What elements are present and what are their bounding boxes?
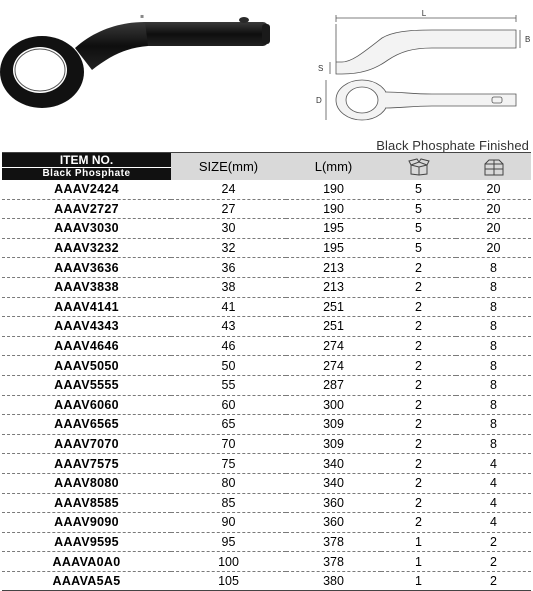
technical-drawing	[312, 8, 530, 126]
cell-length: 195	[286, 219, 381, 239]
cell-item-code: AAAV3030	[2, 219, 171, 239]
table-row	[2, 571, 531, 591]
cell-size: 36	[171, 258, 286, 278]
cell-item-code: AAAV5050	[2, 356, 171, 376]
cell-item-code: AAAV6565	[2, 415, 171, 435]
cell-size: 24	[171, 180, 286, 199]
cell-inner-box-qty: 2	[381, 356, 456, 376]
cell-carton-qty: 8	[456, 356, 531, 376]
table-row	[2, 473, 531, 493]
cell-size: 43	[171, 317, 286, 337]
cell-length: 190	[286, 180, 381, 199]
cell-length: 213	[286, 258, 381, 278]
cell-size: 60	[171, 395, 286, 415]
cell-length: 190	[286, 199, 381, 219]
table-row	[2, 219, 531, 239]
cell-item-code: AAAV2424	[2, 180, 171, 199]
cell-size: 30	[171, 219, 286, 239]
header-size: SIZE(mm)	[171, 153, 286, 181]
cell-length: 274	[286, 356, 381, 376]
cell-item-code: AAAV4343	[2, 317, 171, 337]
cell-inner-box-qty: 2	[381, 454, 456, 474]
dim-b-label: B	[525, 35, 530, 44]
cell-size: 55	[171, 375, 286, 395]
cell-length: 378	[286, 532, 381, 552]
cell-item-code: AAAV6060	[2, 395, 171, 415]
cell-inner-box-qty: 1	[381, 571, 456, 591]
wrench-photo	[0, 0, 290, 130]
cell-item-code: AAAV5555	[2, 375, 171, 395]
cell-length: 309	[286, 434, 381, 454]
cell-item-code: AAAV8585	[2, 493, 171, 513]
cell-length: 340	[286, 473, 381, 493]
cell-carton-qty: 2	[456, 571, 531, 591]
inner-box-icon	[408, 158, 430, 176]
header-row	[2, 153, 531, 181]
cell-inner-box-qty: 2	[381, 375, 456, 395]
header-master-carton	[456, 153, 531, 181]
cell-inner-box-qty: 2	[381, 395, 456, 415]
table-row	[2, 356, 531, 376]
table-row	[2, 454, 531, 474]
cell-inner-box-qty: 1	[381, 532, 456, 552]
cell-size: 46	[171, 336, 286, 356]
cell-carton-qty: 8	[456, 336, 531, 356]
cell-length: 340	[286, 454, 381, 474]
cell-inner-box-qty: 2	[381, 415, 456, 435]
cell-item-code: AAAV2727	[2, 199, 171, 219]
cell-length: 309	[286, 415, 381, 435]
cell-length: 274	[286, 336, 381, 356]
cell-item-code: AAAV9090	[2, 513, 171, 533]
cell-size: 70	[171, 434, 286, 454]
table-row	[2, 180, 531, 199]
cell-length: 213	[286, 277, 381, 297]
cell-size: 50	[171, 356, 286, 376]
cell-item-code: AAAVA5A5	[2, 571, 171, 591]
cell-item-code: AAAV3232	[2, 238, 171, 258]
header-inner-box	[381, 153, 456, 181]
cell-carton-qty: 2	[456, 532, 531, 552]
header-item-no	[2, 153, 171, 181]
cell-carton-qty: 8	[456, 375, 531, 395]
cell-carton-qty: 8	[456, 434, 531, 454]
cell-inner-box-qty: 5	[381, 199, 456, 219]
header-length: L(mm)	[286, 153, 381, 181]
cell-size: 90	[171, 513, 286, 533]
cell-carton-qty: 8	[456, 317, 531, 337]
cell-length: 251	[286, 317, 381, 337]
cell-item-code: AAAV4646	[2, 336, 171, 356]
table-row	[2, 552, 531, 572]
cell-item-code: AAAV7575	[2, 454, 171, 474]
cell-length: 380	[286, 571, 381, 591]
cell-item-code: AAAV3838	[2, 277, 171, 297]
table-row	[2, 434, 531, 454]
cell-length: 300	[286, 395, 381, 415]
cell-inner-box-qty: 2	[381, 434, 456, 454]
cell-inner-box-qty: 5	[381, 238, 456, 258]
table-row	[2, 532, 531, 552]
table-row	[2, 297, 531, 317]
cell-inner-box-qty: 5	[381, 219, 456, 239]
cell-inner-box-qty: 2	[381, 336, 456, 356]
cell-length: 195	[286, 238, 381, 258]
cell-carton-qty: 8	[456, 415, 531, 435]
cell-item-code: AAAV4141	[2, 297, 171, 317]
product-table	[2, 152, 531, 591]
cell-length: 378	[286, 552, 381, 572]
cell-length: 287	[286, 375, 381, 395]
cell-item-code: AAAV8080	[2, 473, 171, 493]
svg-text:▪: ▪	[140, 13, 145, 20]
table-row	[2, 199, 531, 219]
cell-size: 75	[171, 454, 286, 474]
cell-carton-qty: 20	[456, 238, 531, 258]
cell-carton-qty: 8	[456, 395, 531, 415]
cell-item-code: AAAVA0A0	[2, 552, 171, 572]
cell-carton-qty: 8	[456, 258, 531, 278]
cell-carton-qty: 4	[456, 454, 531, 474]
cell-size: 65	[171, 415, 286, 435]
cell-item-code: AAAV9595	[2, 532, 171, 552]
finish-note: Black Phosphate Finished	[376, 138, 529, 153]
cell-size: 85	[171, 493, 286, 513]
header-finish-label: Black Phosphate	[42, 168, 131, 179]
cell-inner-box-qty: 1	[381, 552, 456, 572]
table-row	[2, 317, 531, 337]
cell-size: 95	[171, 532, 286, 552]
cell-size: 80	[171, 473, 286, 493]
table-row	[2, 513, 531, 533]
cell-item-code: AAAV7070	[2, 434, 171, 454]
cell-inner-box-qty: 2	[381, 297, 456, 317]
cell-inner-box-qty: 2	[381, 258, 456, 278]
dim-s-label: S	[318, 64, 324, 73]
cell-item-code: AAAV3636	[2, 258, 171, 278]
cell-inner-box-qty: 2	[381, 277, 456, 297]
cell-carton-qty: 4	[456, 493, 531, 513]
master-carton-icon	[483, 158, 505, 176]
cell-carton-qty: 4	[456, 473, 531, 493]
cell-carton-qty: 8	[456, 297, 531, 317]
header-item-no-label: ITEM NO.	[2, 153, 171, 168]
table-row	[2, 415, 531, 435]
table-row	[2, 277, 531, 297]
table-row	[2, 375, 531, 395]
cell-size: 32	[171, 238, 286, 258]
cell-size: 27	[171, 199, 286, 219]
cell-carton-qty: 20	[456, 180, 531, 199]
cell-size: 41	[171, 297, 286, 317]
cell-carton-qty: 4	[456, 513, 531, 533]
cell-inner-box-qty: 2	[381, 317, 456, 337]
table-row	[2, 258, 531, 278]
cell-size: 100	[171, 552, 286, 572]
table-row	[2, 493, 531, 513]
cell-length: 360	[286, 493, 381, 513]
table-row	[2, 238, 531, 258]
cell-carton-qty: 8	[456, 277, 531, 297]
dim-l-label: L	[421, 9, 427, 18]
cell-carton-qty: 20	[456, 219, 531, 239]
table-row	[2, 395, 531, 415]
cell-inner-box-qty: 2	[381, 513, 456, 533]
cell-carton-qty: 20	[456, 199, 531, 219]
cell-inner-box-qty: 5	[381, 180, 456, 199]
cell-size: 105	[171, 571, 286, 591]
cell-size: 38	[171, 277, 286, 297]
dim-d-label: D	[316, 96, 322, 105]
cell-length: 251	[286, 297, 381, 317]
cell-carton-qty: 2	[456, 552, 531, 572]
cell-length: 360	[286, 513, 381, 533]
cell-inner-box-qty: 2	[381, 493, 456, 513]
cell-inner-box-qty: 2	[381, 473, 456, 493]
table-row	[2, 336, 531, 356]
